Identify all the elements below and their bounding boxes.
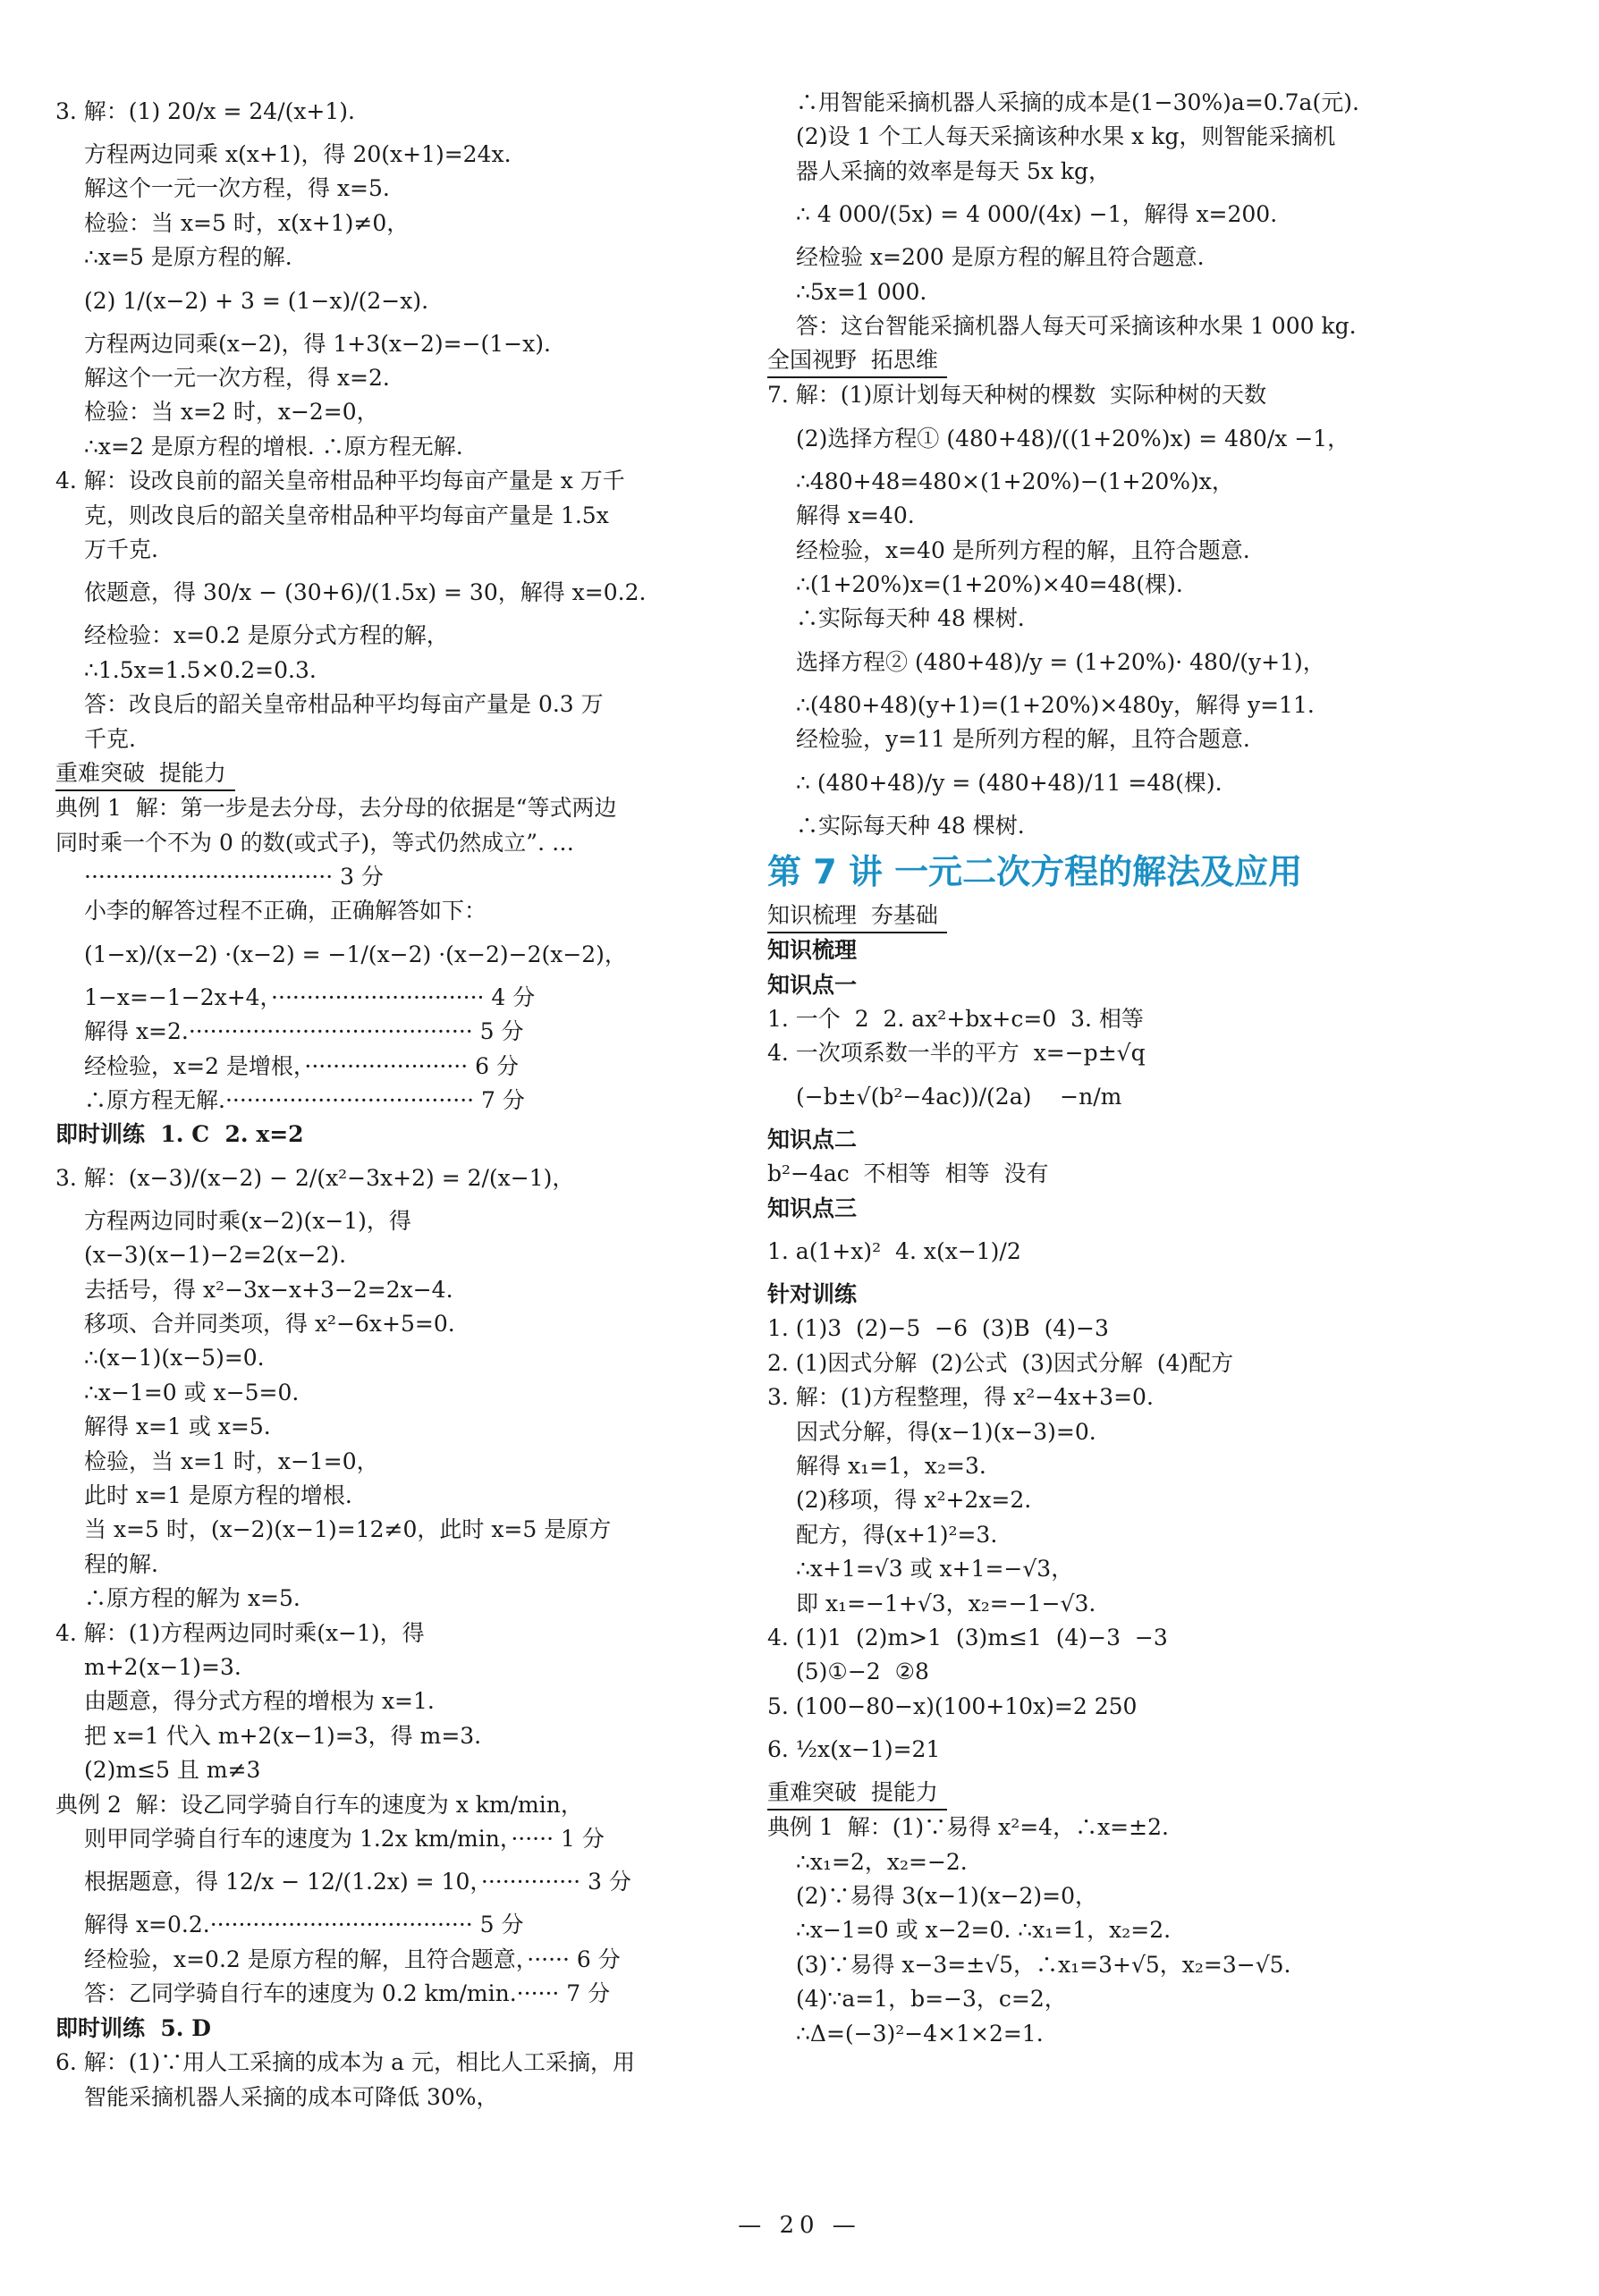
text-line: 此时 x=1 是原方程的增根. [84, 1482, 352, 1508]
text-line: ∴ (480+48)/y = (480+48)/11 =48(棵). [796, 769, 1223, 796]
text-line: 同时乘一个不为 0 的数(或式子)，等式仍然成立”. … [55, 829, 574, 856]
text-line: 程的解. [84, 1550, 158, 1577]
section-heading: 重难突破 提能力 [767, 1777, 947, 1811]
text-line: ∴x−1=0 或 x−2=0. ∴x₁=1，x₂=2. [796, 1917, 1172, 1944]
text-line: 3. 解：(1) 20/x = 24/(x+1). [55, 98, 355, 124]
section-heading: 知识梳理 夯基础 [767, 899, 947, 933]
text-line: 解得 x=1 或 x=5. [84, 1414, 271, 1440]
text-line: 小李的解答过程不正确，正确解答如下： [84, 898, 487, 924]
text-line: ∴x₁=2，x₂=−2. [796, 1848, 968, 1875]
text-line: 移项、合并同类项，得 x²−6x+5=0. [84, 1310, 455, 1337]
text-line: (2)∵易得 3(x−1)(x−2)=0， [796, 1883, 1098, 1910]
subsection-heading: 知识梳理 [767, 937, 858, 964]
text-line: 典例 1 解：(1)∵易得 x²=4，∴x=±2. [767, 1814, 1169, 1841]
text-line: 7. 解：(1)原计划每天种树的棵数 实际种树的天数 [767, 382, 1267, 409]
text-line: 1. a(1+x)² 4. x(x−1)/2 [767, 1237, 1021, 1264]
text-line: 6. ½x(x−1)=21 [767, 1736, 941, 1763]
text-line: ∴实际每天种 48 棵树. [796, 605, 1025, 632]
text-line: 万千克. [84, 536, 158, 563]
text-line: ∴原方程无解.··································· 7 分 [84, 1086, 525, 1113]
section-heading-row [55, 756, 717, 791]
text-line: 经检验：x=0.2 是原分式方程的解， [84, 622, 449, 649]
text-line: 3. 解：(x−3)/(x−2) − 2/(x²−3x+2) = 2/(x−1)， [55, 1164, 575, 1191]
text-line: 4. 解：(1)方程两边同时乘(x−1)，得 [55, 1619, 425, 1646]
text-line: 3. 解：(1)方程整理，得 x²−4x+3=0. [767, 1384, 1154, 1411]
text-line: 方程两边同时乘(x−2)(x−1)，得 [84, 1207, 411, 1234]
text-line: 经检验，x=40 是所列方程的解，且符合题意. [796, 536, 1250, 563]
text-line: ∴用智能采摘机器人采摘的成本是(1−30%)a=0.7a(元). [796, 89, 1359, 115]
subsection-heading: 知识点一 [767, 971, 858, 998]
text-line: ∴x+1=√3 或 x+1=−√3， [796, 1556, 1074, 1583]
text-line: 4. 解：设改良前的韶关皇帝柑品种平均每亩产量是 x 万千 [55, 468, 625, 494]
text-line: 即 x₁=−1+√3，x₂=−1−√3. [796, 1590, 1096, 1616]
subsection-heading: 知识点三 [767, 1194, 858, 1221]
text-line: 1. 一个 2 2. ax²+bx+c=0 3. 相等 [767, 1005, 1144, 1032]
text-line: (2)设 1 个工人每天采摘该种水果 x kg，则智能采摘机 [796, 123, 1336, 150]
text-line: (5)①−2 ②8 [796, 1659, 929, 1685]
text-line: 方程两边同乘(x−2)，得 1+3(x−2)=−(1−x). [84, 330, 551, 357]
text-line: 经检验，x=2 是增根，······················· 6 分 [84, 1052, 519, 1079]
text-line: 答：乙同学骑自行车的速度为 0.2 km/min.······ 7 分 [84, 1980, 611, 2007]
text-line: ∴原方程的解为 x=5. [84, 1585, 300, 1612]
text-line: (2)m≤5 且 m≠3 [84, 1757, 261, 1784]
text-line: 根据题意，得 12/x − 12/(1.2x) = 10，·············· 3 分 [84, 1869, 631, 1895]
text-line: ∴480+48=480×(1+20%)−(1+20%)x， [796, 468, 1234, 494]
text-line: 典例 2 解：设乙同学骑自行车的速度为 x km/min， [55, 1791, 583, 1818]
text-line: 解得 x₁=1，x₂=3. [796, 1452, 986, 1479]
text-line: ∴(480+48)(y+1)=(1+20%)×480y，解得 y=11. [796, 691, 1315, 718]
text-line: ∴ 4 000/(5x) = 4 000/(4x) −1，解得 x=200. [796, 201, 1278, 228]
text-line: 依题意，得 30/x − (30+6)/(1.5x) = 30，解得 x=0.2. [84, 579, 647, 606]
text-line: 答：这台智能采摘机器人每天可采摘该种水果 1 000 kg. [796, 313, 1357, 340]
text-line: 解得 x=0.2.····································· 5 分 [84, 1912, 524, 1938]
text-line: 检验：当 x=2 时，x−2=0， [84, 399, 379, 426]
section-heading-row [767, 899, 1483, 933]
text-line: 检验：当 x=5 时，x(x+1)≠0， [84, 209, 410, 236]
text-line: ∴1.5x=1.5×0.2=0.3. [84, 656, 317, 683]
text-line: 解得 x=40. [796, 502, 915, 529]
text-line: 则甲同学骑自行车的速度为 1.2x km/min，······ 1 分 [84, 1826, 605, 1853]
text-line: 当 x=5 时，(x−2)(x−1)=12≠0，此时 x=5 是原方 [84, 1516, 612, 1543]
text-line: 器人采摘的效率是每天 5x kg， [796, 157, 1112, 184]
text-line: 经检验，x=0.2 是原方程的解，且符合题意，······ 6 分 [84, 1946, 621, 1972]
text-line: 选择方程② (480+48)/y = (1+20%)· 480/(y+1)， [796, 648, 1325, 675]
text-line: 配方，得(x+1)²=3. [796, 1521, 998, 1548]
section-heading: 重难突破 提能力 [55, 757, 235, 791]
text-line: (2)移项，得 x²+2x=2. [796, 1487, 1032, 1514]
text-line: 把 x=1 代入 m+2(x−1)=3，得 m=3. [84, 1722, 482, 1749]
text-line: 解这个一元一次方程，得 x=2. [84, 365, 390, 392]
section-heading-row [767, 1776, 1483, 1811]
page-number: — 20 — [738, 2212, 861, 2239]
text-line: 因式分解，得(x−1)(x−3)=0. [796, 1418, 1096, 1445]
text-line: 1−x=−1−2x+4，······························ 4 分 [84, 983, 536, 1010]
text-line: 智能采摘机器人采摘的成本可降低 30%， [84, 2083, 499, 2110]
section-heading-row [767, 343, 1483, 378]
section-heading: 全国视野 拓思维 [767, 344, 947, 378]
text-line: 6. 解：(1)∵用人工采摘的成本为 a 元，相比人工采摘，用 [55, 2049, 636, 2076]
text-line: ∴(1+20%)x=(1+20%)×40=48(棵). [796, 571, 1183, 598]
text-line: 经检验 x=200 是原方程的解且符合题意. [796, 244, 1205, 271]
text-line: (4)∵a=1，b=−3，c=2， [796, 1986, 1067, 2013]
subsection-heading: 针对训练 [767, 1280, 858, 1307]
text-line: 典例 1 解：第一步是去分母，去分母的依据是“等式两边 [55, 795, 617, 822]
text-line: (1−x)/(x−2) ·(x−2) = −1/(x−2) ·(x−2)−2(x−2)， [84, 941, 627, 967]
text-line: 4. (1)1 (2)m>1 (3)m≤1 (4)−3 −3 [767, 1625, 1168, 1650]
text-line: (3)∵易得 x−3=±√5，∴x₁=3+√5，x₂=3−√5. [796, 1951, 1291, 1978]
text-line: 千克. [84, 725, 136, 752]
subsection-heading: 知识点二 [767, 1126, 858, 1152]
text-line: 2. (1)因式分解 (2)公式 (3)因式分解 (4)配方 [767, 1349, 1234, 1376]
text-line: 5. (100−80−x)(100+10x)=2 250 [767, 1692, 1138, 1719]
text-line: ∴x=2 是原方程的增根. ∴原方程无解. [84, 433, 463, 460]
text-line: (2) 1/(x−2) + 3 = (1−x)/(2−x). [84, 287, 429, 314]
text-line: 答：改良后的韶关皇帝柑品种平均每亩产量是 0.3 万 [84, 691, 604, 718]
text-line: 4. 一次项系数一半的平方 x=−p±√q [767, 1040, 1146, 1067]
text-line: m+2(x−1)=3. [84, 1654, 241, 1681]
text-line: 即时训练 5. D [55, 2014, 211, 2041]
text-line: 解得 x=2.········································ 5 分 [84, 1018, 524, 1045]
text-line: ··································· 3 分 [84, 863, 384, 890]
text-line: 克，则改良后的韶关皇帝柑品种平均每亩产量是 1.5x [84, 502, 609, 528]
text-line: ∴实际每天种 48 棵树. [796, 812, 1025, 839]
text-line: ∴5x=1 000. [796, 278, 927, 305]
chapter-title: 第 7 讲 一元二次方程的解法及应用 [767, 852, 1303, 892]
text-line: (2)选择方程① (480+48)/((1+20%)x) = 480/x −1， [796, 425, 1350, 452]
right-column [767, 86, 1483, 2051]
text-line: (−b±√(b²−4ac))/(2a) −n/m [796, 1083, 1122, 1110]
text-line: 解这个一元一次方程，得 x=5. [84, 175, 390, 202]
text-line: ∴x−1=0 或 x−5=0. [84, 1379, 300, 1405]
text-line: 即时训练 1. C 2. x=2 [55, 1121, 304, 1148]
text-line: ∴(x−1)(x−5)=0. [84, 1345, 265, 1372]
left-column [55, 86, 717, 2115]
text-line: 去括号，得 x²−3x−x+3−2=2x−4. [84, 1276, 453, 1303]
text-line: ∴x=5 是原方程的解. [84, 244, 292, 271]
text-line: (x−3)(x−1)−2=2(x−2). [84, 1242, 347, 1269]
text-line: b²−4ac 不相等 相等 没有 [767, 1161, 1049, 1187]
text-line: 1. (1)3 (2)−5 −6 (3)B (4)−3 [767, 1315, 1109, 1342]
text-line: 经检验，y=11 是所列方程的解，且符合题意. [796, 726, 1250, 753]
text-line: ∴Δ=(−3)²−4×1×2=1. [796, 2020, 1044, 2047]
text-line: 方程两边同乘 x(x+1)，得 20(x+1)=24x. [84, 141, 512, 167]
text-line: 检验，当 x=1 时，x−1=0， [84, 1448, 379, 1474]
text-line: 由题意，得分式方程的增根为 x=1. [84, 1688, 435, 1715]
